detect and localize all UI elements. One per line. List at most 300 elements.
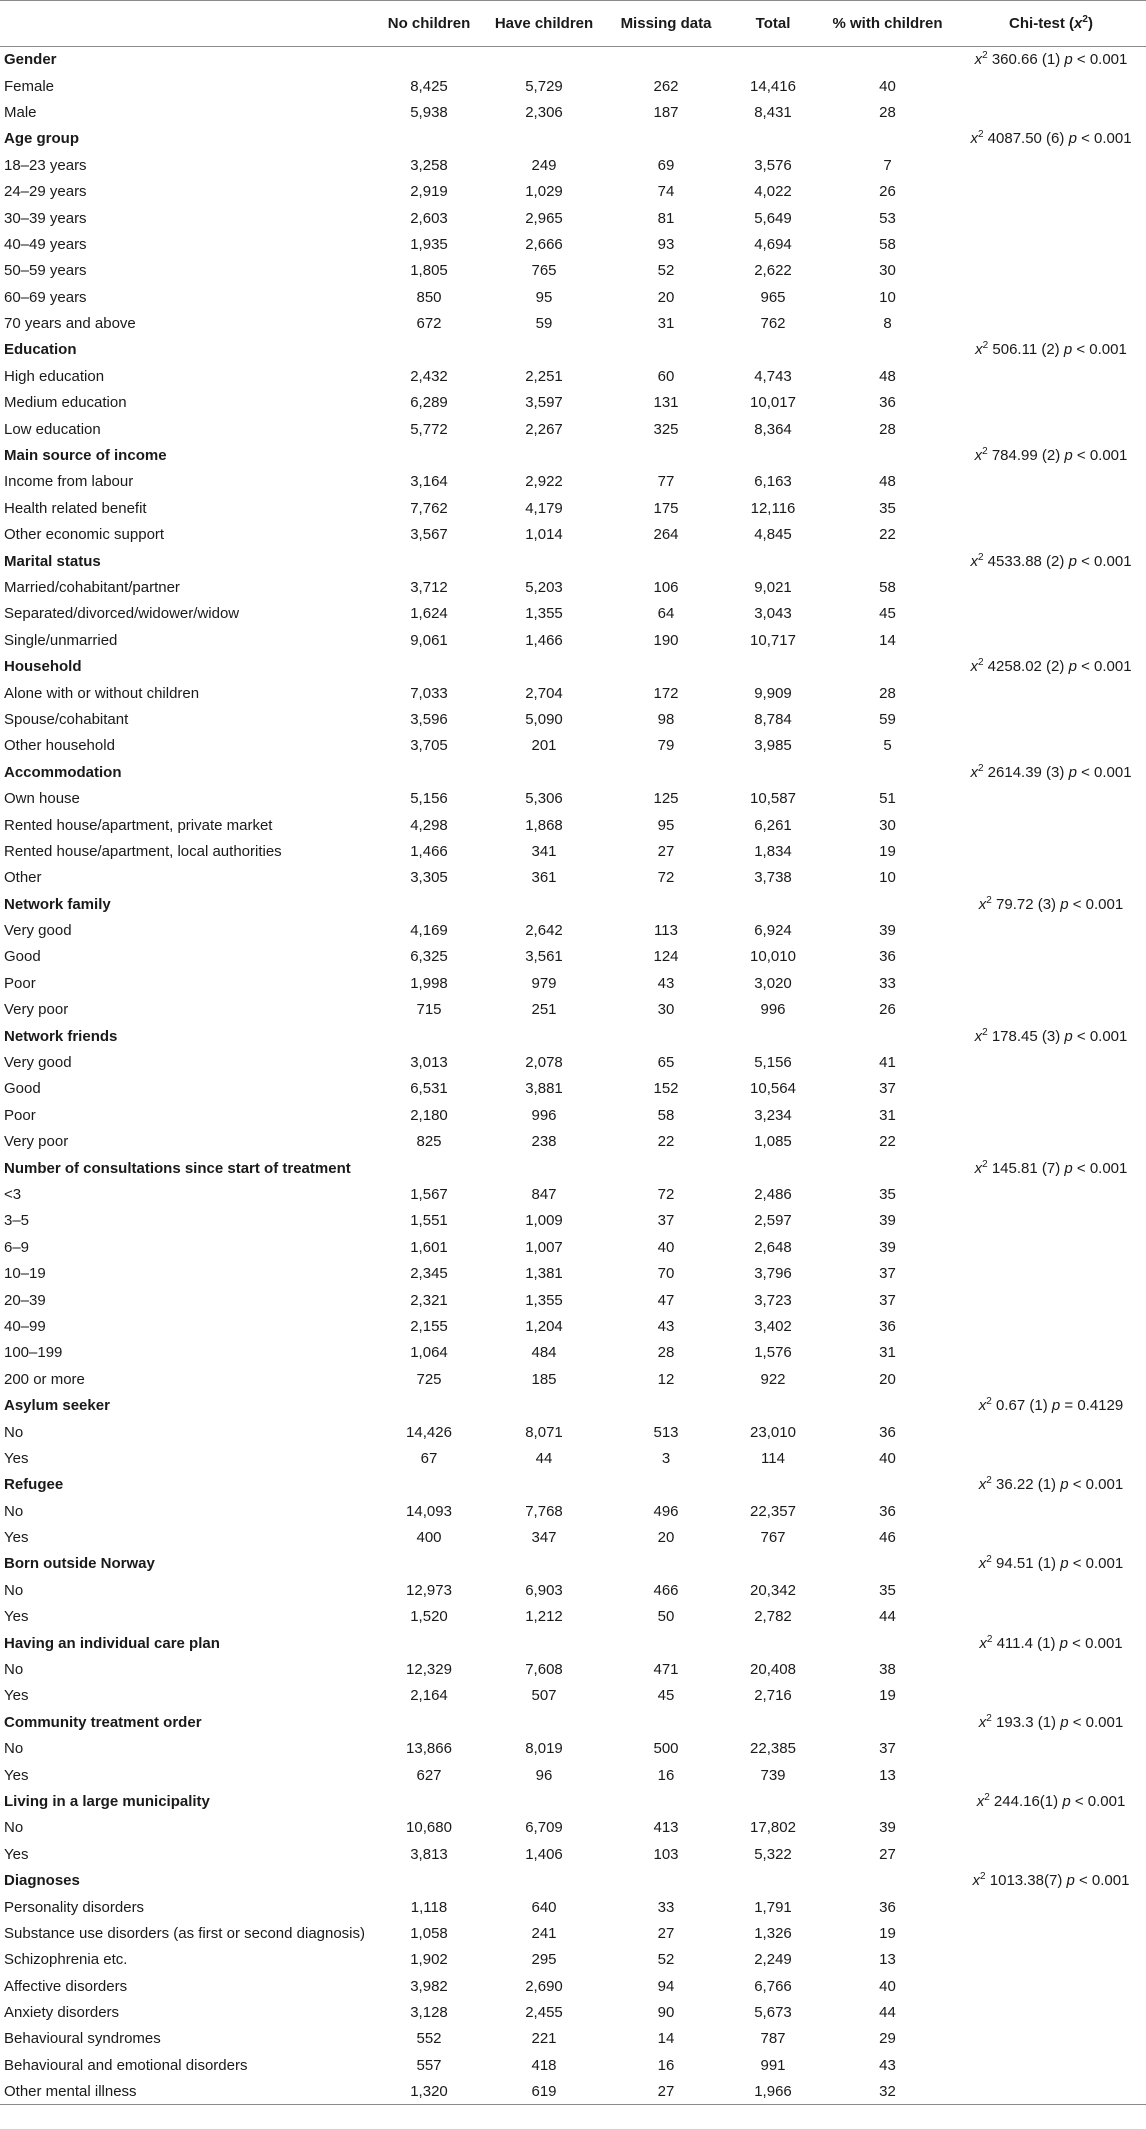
- missing-data: 37: [657, 1212, 675, 1230]
- missing-data: 3: [661, 1449, 671, 1467]
- pct-with-children: 41: [879, 1054, 896, 1072]
- total: 2,716: [754, 1687, 792, 1705]
- no-children: 1,064: [410, 1344, 448, 1362]
- pct-with-children: 51: [879, 790, 896, 808]
- no-children: 10,680: [406, 1819, 452, 1837]
- total: 2,782: [754, 1608, 792, 1626]
- have-children: 347: [531, 1529, 557, 1547]
- total: 787: [760, 2030, 786, 2048]
- missing-data: 466: [653, 1581, 679, 1599]
- table-row: [0, 706, 1146, 732]
- pct-with-children: 28: [879, 420, 896, 438]
- empty-cell: [956, 99, 1146, 125]
- have-children: 2,642: [525, 922, 563, 940]
- total: 114: [761, 1449, 785, 1467]
- row-label: Very good: [4, 1054, 72, 1072]
- empty-cell: [483, 891, 605, 917]
- chi-test-value: $x^2$ 244.16(1) p < 0.001: [976, 1791, 1126, 1810]
- table-row: [0, 1181, 1146, 1207]
- missing-data: 175: [653, 499, 679, 517]
- empty-cell: [483, 1023, 605, 1049]
- pct-with-children: 5: [883, 737, 892, 755]
- empty-cell: [956, 1340, 1146, 1366]
- pct-with-children: 37: [879, 1291, 896, 1309]
- pct-with-children: 35: [879, 1185, 896, 1203]
- total: 5,156: [754, 1054, 792, 1072]
- empty-cell: [483, 1867, 605, 1893]
- row-label: No: [4, 1581, 24, 1599]
- empty-cell: [956, 310, 1146, 336]
- section-row: [0, 653, 1146, 679]
- section-row: [0, 126, 1146, 152]
- have-children: 7,608: [525, 1661, 563, 1679]
- row-label: Other mental illness: [0, 2079, 375, 2105]
- pct-with-children: 37: [879, 1265, 896, 1283]
- empty-cell: [605, 653, 727, 679]
- have-children: 2,922: [525, 473, 563, 491]
- have-children: 241: [531, 1924, 557, 1942]
- have-children: 221: [531, 2030, 557, 2048]
- section-title: Born outside Norway: [4, 1555, 155, 1573]
- table-row: [0, 1604, 1146, 1630]
- missing-data: 20: [657, 288, 675, 306]
- pct-with-children: 30: [879, 262, 896, 280]
- empty-cell: [956, 917, 1146, 943]
- empty-cell: [375, 442, 483, 468]
- row-label: Yes: [4, 1766, 29, 1784]
- table-row: [0, 865, 1146, 891]
- total: 3,796: [754, 1265, 792, 1283]
- section-row: [0, 548, 1146, 574]
- table-row: [0, 680, 1146, 706]
- table-row: [0, 601, 1146, 627]
- have-children: 1,381: [525, 1265, 563, 1283]
- empty-cell: [956, 495, 1146, 521]
- no-children: 3,567: [410, 526, 448, 544]
- chi-test-value: $x^2$ 145.81 (7) p < 0.001: [974, 1158, 1128, 1177]
- missing-data: 12: [657, 1370, 675, 1388]
- section-title: Age group: [4, 130, 79, 148]
- chi-test-value: $x^2$ 506.11 (2) p < 0.001: [975, 340, 1127, 359]
- table-row: [0, 416, 1146, 442]
- empty-cell: [375, 47, 483, 73]
- no-children: 3,164: [410, 473, 448, 491]
- pct-with-children: 40: [879, 1977, 896, 1995]
- total: 3,723: [754, 1291, 792, 1309]
- have-children: 59: [535, 315, 553, 333]
- empty-cell: [605, 1392, 727, 1418]
- total: 3,402: [754, 1317, 792, 1335]
- pct-with-children: 45: [879, 605, 896, 623]
- total: 8,784: [754, 710, 792, 728]
- missing-data: 95: [657, 816, 675, 834]
- empty-cell: [727, 1155, 819, 1181]
- header-chi-test: Chi-test $(x^2)$: [956, 1, 1146, 47]
- have-children: 2,666: [525, 235, 563, 253]
- table-row: [0, 363, 1146, 389]
- pct-with-children: 37: [879, 1740, 896, 1758]
- no-children: 14,093: [406, 1502, 452, 1520]
- table-row: [0, 1419, 1146, 1445]
- row-label: Medium education: [4, 394, 127, 412]
- pct-with-children: 26: [879, 183, 896, 201]
- pct-with-children: 19: [879, 842, 896, 860]
- total: 22,357: [750, 1502, 796, 1520]
- section-title: Main source of income: [4, 447, 167, 465]
- empty-cell: [956, 1129, 1146, 1155]
- total: 767: [760, 1529, 786, 1547]
- pct-with-children: 48: [879, 473, 896, 491]
- row-label: Own house: [4, 790, 80, 808]
- row-label: Good: [4, 948, 41, 966]
- chi-test-value: $x^2$ 36.22 (1) p < 0.001: [978, 1475, 1124, 1494]
- empty-cell: [819, 47, 956, 73]
- total: 6,163: [754, 473, 792, 491]
- total: 1,791: [754, 1898, 792, 1916]
- missing-data: 60: [657, 367, 675, 385]
- have-children: 201: [531, 737, 557, 755]
- row-label: No: [4, 1423, 24, 1441]
- table-row: [0, 2079, 1146, 2105]
- row-label: 100–199: [4, 1344, 63, 1362]
- empty-cell: [956, 258, 1146, 284]
- pct-with-children: 22: [879, 1133, 896, 1151]
- total: 965: [760, 288, 786, 306]
- have-children: 95: [535, 288, 553, 306]
- empty-cell: [956, 785, 1146, 811]
- table-row: [0, 1208, 1146, 1234]
- empty-cell: [956, 627, 1146, 653]
- row-label: No: [4, 1740, 24, 1758]
- section-row: [0, 337, 1146, 363]
- empty-cell: [483, 1630, 605, 1656]
- missing-data: 124: [653, 948, 679, 966]
- empty-cell: [956, 733, 1146, 759]
- no-children: 1,601: [410, 1238, 448, 1256]
- section-row: [0, 1551, 1146, 1577]
- empty-cell: [727, 653, 819, 679]
- total: 5,673: [754, 2004, 792, 2022]
- no-children: 3,712: [410, 579, 448, 596]
- table-row: [0, 2052, 1146, 2078]
- empty-cell: [956, 416, 1146, 442]
- missing-data: 43: [657, 1317, 675, 1335]
- missing-data: 79: [657, 737, 675, 755]
- have-children: 3,561: [525, 948, 563, 966]
- row-label: Health related benefit: [4, 499, 147, 517]
- missing-data: 16: [657, 2056, 675, 2074]
- chi-test-value: $x^2$ 4258.02 (2) p < 0.001: [970, 657, 1132, 676]
- empty-cell: [375, 1709, 483, 1735]
- section-title: Living in a large municipality: [4, 1792, 210, 1810]
- table-row: [0, 627, 1146, 653]
- no-children: 4,298: [410, 816, 448, 834]
- empty-cell: [956, 1577, 1146, 1603]
- pct-with-children: 36: [879, 948, 896, 966]
- table-row: [0, 1683, 1146, 1709]
- pct-with-children: 22: [879, 526, 896, 544]
- total: 1,326: [754, 1924, 792, 1942]
- table-row: [0, 469, 1146, 495]
- have-children: 1,466: [525, 631, 563, 649]
- pct-with-children: 28: [879, 103, 896, 121]
- empty-cell: [375, 1472, 483, 1498]
- missing-data: 28: [657, 1344, 675, 1362]
- table-row: [0, 1287, 1146, 1313]
- pct-with-children: 44: [879, 2004, 896, 2022]
- no-children: 1,058: [410, 1924, 448, 1942]
- no-children: 2,164: [410, 1687, 448, 1705]
- chi-test-value: $x^2$ 411.4 (1) p < 0.001: [979, 1633, 1123, 1652]
- pct-with-children: 36: [879, 1423, 896, 1441]
- section-row: [0, 1472, 1146, 1498]
- table-row: [0, 1577, 1146, 1603]
- missing-data: 70: [657, 1265, 675, 1283]
- table-row: [0, 1894, 1146, 1920]
- row-label: Substance use disorders (as first or second diagnosis): [4, 1924, 366, 1942]
- total: 1,834: [754, 842, 792, 860]
- empty-cell: [819, 337, 956, 363]
- total: 10,010: [750, 948, 796, 966]
- empty-cell: [375, 1788, 483, 1814]
- section-title: Network family: [4, 895, 111, 913]
- have-children: 507: [531, 1687, 557, 1705]
- have-children: 979: [531, 974, 557, 992]
- row-label: Other economic support: [4, 526, 165, 544]
- empty-cell: [819, 1472, 956, 1498]
- no-children: 6,531: [410, 1080, 448, 1098]
- total: 2,648: [754, 1238, 792, 1256]
- pct-with-children: 40: [879, 1449, 896, 1467]
- chi-test-value: $x^2$ 193.3 (1) p < 0.001: [978, 1712, 1124, 1731]
- empty-cell: [483, 1551, 605, 1577]
- row-label: Other: [4, 869, 42, 887]
- chi-test-value: $x^2$ 0.67 (1) p = 0.4129: [978, 1396, 1124, 1415]
- pct-with-children: 27: [879, 1845, 896, 1863]
- empty-cell: [375, 548, 483, 574]
- empty-cell: [956, 231, 1146, 257]
- empty-cell: [956, 997, 1146, 1023]
- have-children: 5,090: [525, 710, 563, 728]
- pct-with-children: 31: [879, 1106, 896, 1124]
- missing-data: 471: [653, 1661, 679, 1679]
- section-row: [0, 1788, 1146, 1814]
- total: 3,738: [754, 869, 792, 887]
- section-row: [0, 1392, 1146, 1418]
- no-children: 1,320: [375, 2079, 483, 2105]
- have-children: 2,690: [525, 1977, 563, 1995]
- section-title: Number of consultations since start of treatment: [4, 1159, 351, 1177]
- no-children: 3,128: [410, 2004, 448, 2022]
- row-label: 20–39: [4, 1291, 46, 1309]
- empty-cell: [375, 1630, 483, 1656]
- table-row: [0, 1815, 1146, 1841]
- pct-with-children: 29: [879, 2030, 896, 2048]
- missing-data: 413: [653, 1819, 679, 1837]
- empty-cell: [483, 337, 605, 363]
- table-row: [0, 178, 1146, 204]
- total: 10,587: [750, 790, 796, 808]
- no-children: 67: [420, 1449, 438, 1467]
- empty-cell: [605, 759, 727, 785]
- empty-cell: [956, 1208, 1146, 1234]
- empty-cell: [483, 759, 605, 785]
- no-children: 400: [416, 1529, 442, 1547]
- header-category: [0, 1, 375, 47]
- no-children: 557: [416, 2056, 442, 2074]
- total: 4,022: [754, 183, 792, 201]
- row-label: Male: [4, 103, 37, 121]
- chi-test-value: $x^2$ 4533.88 (2) p < 0.001: [970, 551, 1132, 570]
- empty-cell: [819, 891, 956, 917]
- no-children: 4,169: [410, 922, 448, 940]
- empty-cell: [727, 1709, 819, 1735]
- empty-cell: [956, 1076, 1146, 1102]
- row-label: Rented house/apartment, private market: [4, 816, 273, 834]
- total: 10,717: [750, 631, 796, 649]
- table-row: [0, 733, 1146, 759]
- have-children: 1,009: [525, 1212, 563, 1230]
- no-children: 2,345: [410, 1265, 448, 1283]
- empty-cell: [605, 47, 727, 73]
- empty-cell: [605, 442, 727, 468]
- empty-cell: [956, 1736, 1146, 1762]
- empty-cell: [605, 1788, 727, 1814]
- missing-data: 27: [605, 2079, 727, 2105]
- total: 1,085: [754, 1133, 792, 1151]
- row-label: No: [4, 1502, 24, 1520]
- missing-data: 90: [657, 2004, 675, 2022]
- row-label: Yes: [4, 1845, 29, 1863]
- empty-cell: [819, 442, 956, 468]
- no-children: 12,973: [406, 1581, 452, 1599]
- total: 10,017: [750, 394, 796, 412]
- have-children: 1,029: [525, 183, 563, 201]
- header-missing-data: Missing data: [605, 1, 727, 47]
- pct-with-children: 39: [879, 1212, 896, 1230]
- no-children: 1,118: [410, 1898, 448, 1916]
- empty-cell: [375, 891, 483, 917]
- have-children: 2,306: [525, 103, 563, 121]
- table-row: [0, 73, 1146, 99]
- pct-with-children: 36: [879, 394, 896, 412]
- table-row: [0, 205, 1146, 231]
- empty-cell: [605, 1709, 727, 1735]
- empty-cell: [727, 1472, 819, 1498]
- empty-cell: [819, 1788, 956, 1814]
- have-children: 249: [531, 156, 557, 174]
- table-row: [0, 970, 1146, 996]
- have-children: 1,355: [525, 605, 563, 623]
- no-children: 1,520: [410, 1608, 448, 1626]
- table-row: [0, 785, 1146, 811]
- pct-with-children: 38: [879, 1661, 896, 1679]
- row-label: Poor: [4, 1106, 36, 1124]
- chi-test-value: $x^2$ 79.72 (3) p < 0.001: [978, 894, 1124, 913]
- empty-cell: [819, 1023, 956, 1049]
- total: 20,342: [750, 1581, 796, 1599]
- no-children: 1,902: [410, 1951, 448, 1969]
- row-label: Income from labour: [4, 473, 134, 491]
- have-children: 1,868: [525, 816, 563, 834]
- no-children: 2,432: [410, 367, 448, 385]
- empty-cell: [819, 1709, 956, 1735]
- empty-cell: [727, 548, 819, 574]
- section-row: [0, 891, 1146, 917]
- missing-data: 262: [653, 77, 679, 95]
- table-row: [0, 1524, 1146, 1550]
- no-children: 3,596: [410, 710, 448, 728]
- empty-cell: [727, 47, 819, 73]
- total: 23,010: [750, 1423, 796, 1441]
- missing-data: 58: [657, 1106, 675, 1124]
- have-children: 5,729: [525, 77, 563, 95]
- empty-cell: [605, 891, 727, 917]
- no-children: 850: [416, 288, 442, 306]
- table-row: [0, 574, 1146, 600]
- empty-cell: [727, 126, 819, 152]
- no-children: 672: [416, 315, 442, 333]
- missing-data: 31: [657, 315, 675, 333]
- row-label: Very poor: [4, 1133, 69, 1151]
- empty-cell: [956, 1366, 1146, 1392]
- chi-test-value: $x^2$ 178.45 (3) p < 0.001: [974, 1026, 1128, 1045]
- empty-cell: [605, 1551, 727, 1577]
- have-children: 640: [531, 1898, 557, 1916]
- no-children: 1,567: [410, 1185, 448, 1203]
- empty-cell: [375, 1155, 483, 1181]
- empty-cell: [956, 1762, 1146, 1788]
- section-title: Accommodation: [4, 763, 122, 781]
- table-row: [0, 1762, 1146, 1788]
- have-children: 996: [531, 1106, 557, 1124]
- row-label: No: [4, 1819, 24, 1837]
- pct-with-children: 59: [879, 710, 896, 728]
- table-row: [0, 310, 1146, 336]
- no-children: 14,426: [406, 1423, 452, 1441]
- table-row: [0, 812, 1146, 838]
- header-have-children: Have children: [483, 1, 605, 47]
- row-label: Yes: [4, 1449, 29, 1467]
- empty-cell: [605, 1630, 727, 1656]
- pct-with-children: 31: [879, 1344, 896, 1362]
- have-children: 1,406: [525, 1845, 563, 1863]
- empty-cell: [375, 653, 483, 679]
- empty-cell: [956, 1313, 1146, 1339]
- empty-cell: [956, 1920, 1146, 1946]
- section-title: Diagnoses: [4, 1872, 80, 1890]
- total: 2,249: [754, 1951, 792, 1969]
- row-label: 40–49 years: [4, 235, 87, 253]
- no-children: 8,425: [410, 77, 448, 95]
- no-children: 6,325: [410, 948, 448, 966]
- empty-cell: [956, 73, 1146, 99]
- missing-data: 187: [653, 103, 679, 121]
- total: 996: [760, 1001, 786, 1019]
- empty-cell: [819, 653, 956, 679]
- table-row: [0, 1841, 1146, 1867]
- table-row: [0, 1049, 1146, 1075]
- row-label: Yes: [4, 1687, 29, 1705]
- total: 2,597: [754, 1212, 792, 1230]
- have-children: 341: [531, 842, 557, 860]
- empty-cell: [956, 1656, 1146, 1682]
- total: 6,766: [754, 1977, 792, 1995]
- empty-cell: [375, 126, 483, 152]
- empty-cell: [956, 1181, 1146, 1207]
- empty-cell: [727, 337, 819, 363]
- empty-cell: [956, 1604, 1146, 1630]
